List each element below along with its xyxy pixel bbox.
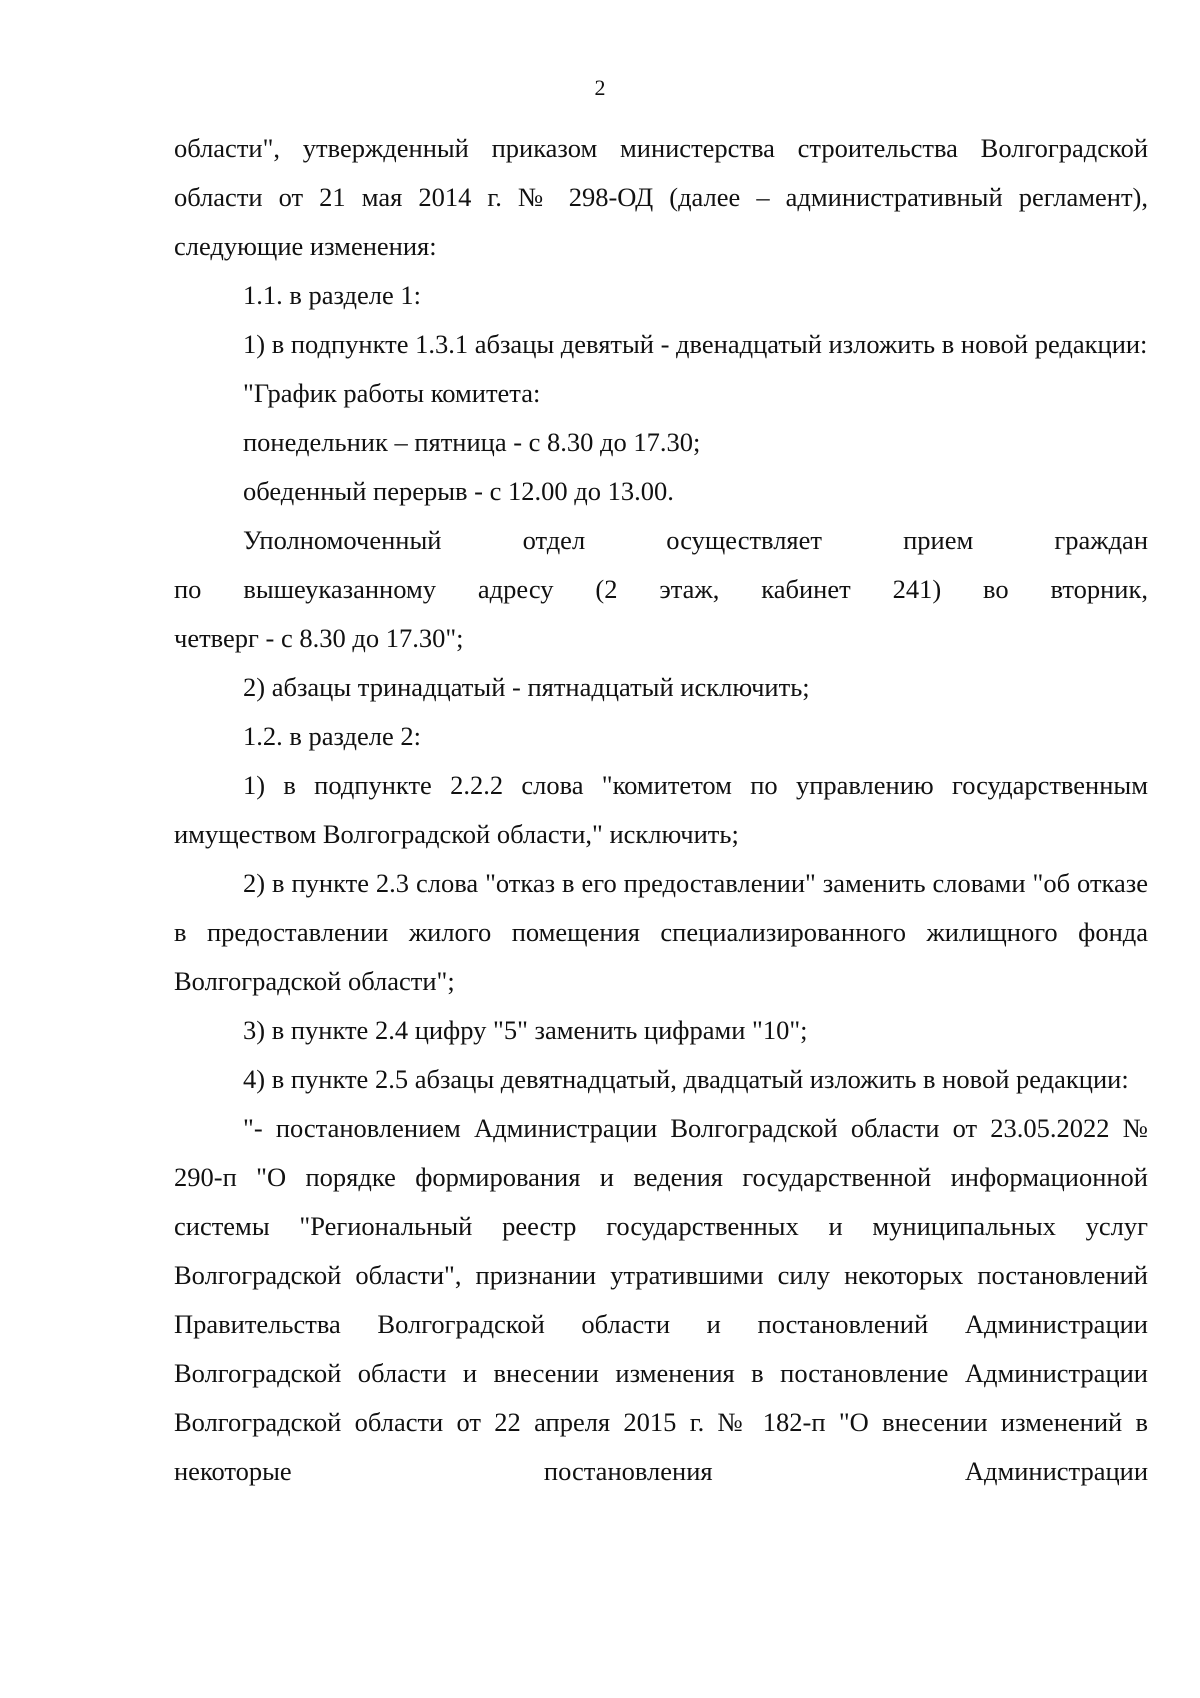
paragraph-item-2-5: 4) в пункте 2.5 абзацы девятнадцатый, двадцатый изложить в новой редакции: (243, 1064, 1129, 1094)
paragraph-lunch-break: обеденный перерыв - с 12.00 до 13.00. (243, 476, 674, 506)
paragraph-section-2-heading: 1.2. в разделе 2: (243, 721, 421, 751)
paragraph-reception-line-1: Уполномоченный отдел осуществляет прием граждан (243, 525, 1148, 555)
paragraph-item-2-3: 2) в пункте 2.3 слова "отказ в его предоставлении" заменить словами "об отказе в предоставлении жилого помещения специализированного жилищного фонда Волгоградской области"; (174, 868, 1148, 996)
paragraph-reception-line-2: по вышеуказанному адресу (2 этаж, кабинет 241) во вторник, (174, 574, 1148, 604)
paragraph-working-hours: понедельник – пятница - с 8.30 до 17.30; (243, 427, 701, 457)
paragraph-resolution-quote: "- постановлением Администрации Волгоградской области от 23.05.2022 № 290-п "О порядке формирования и ведения государственной информационной системы "Региональный реестр государственных и муниципальных услуг Волгоградской области", признании утратившими силу некоторых постановлений Правительства Волгоградской области и постановлений Администрации Волгоградской области и внесении изменения в постановление Администрации Волгоградской области от 22 апреля 2015 г. № 182-п "О внесении изменений в некоторые постановления Администрации (174, 1113, 1148, 1486)
paragraph-reception-line-3: четверг - с 8.30 до 17.30"; (174, 623, 464, 653)
paragraph-schedule-title: "График работы комитета: (243, 378, 541, 408)
paragraph-subitem-2-2-2: 1) в подпункте 2.2.2 слова "комитетом по управлению государственным имуществом Волгоградской области," исключить; (174, 770, 1148, 849)
page-number: 2 (594, 75, 606, 100)
paragraph-regulation-intro: области", утвержденный приказом министерства строительства Волгоградской области от 21 мая 2014 г. № 298-ОД (далее – административный регламент), следующие изменения: (174, 133, 1148, 261)
paragraph-section-1-heading: 1.1. в разделе 1: (243, 280, 421, 310)
paragraph-item-2-4: 3) в пункте 2.4 цифру "5" заменить цифрами "10"; (243, 1015, 808, 1045)
paragraph-exclude-paragraphs: 2) абзацы тринадцатый - пятнадцатый исключить; (243, 672, 810, 702)
paragraph-subitem-1-3-1: 1) в подпункте 1.3.1 абзацы девятый - двенадцатый изложить в новой редакции: (243, 329, 1148, 359)
document-body (174, 124, 1148, 1496)
